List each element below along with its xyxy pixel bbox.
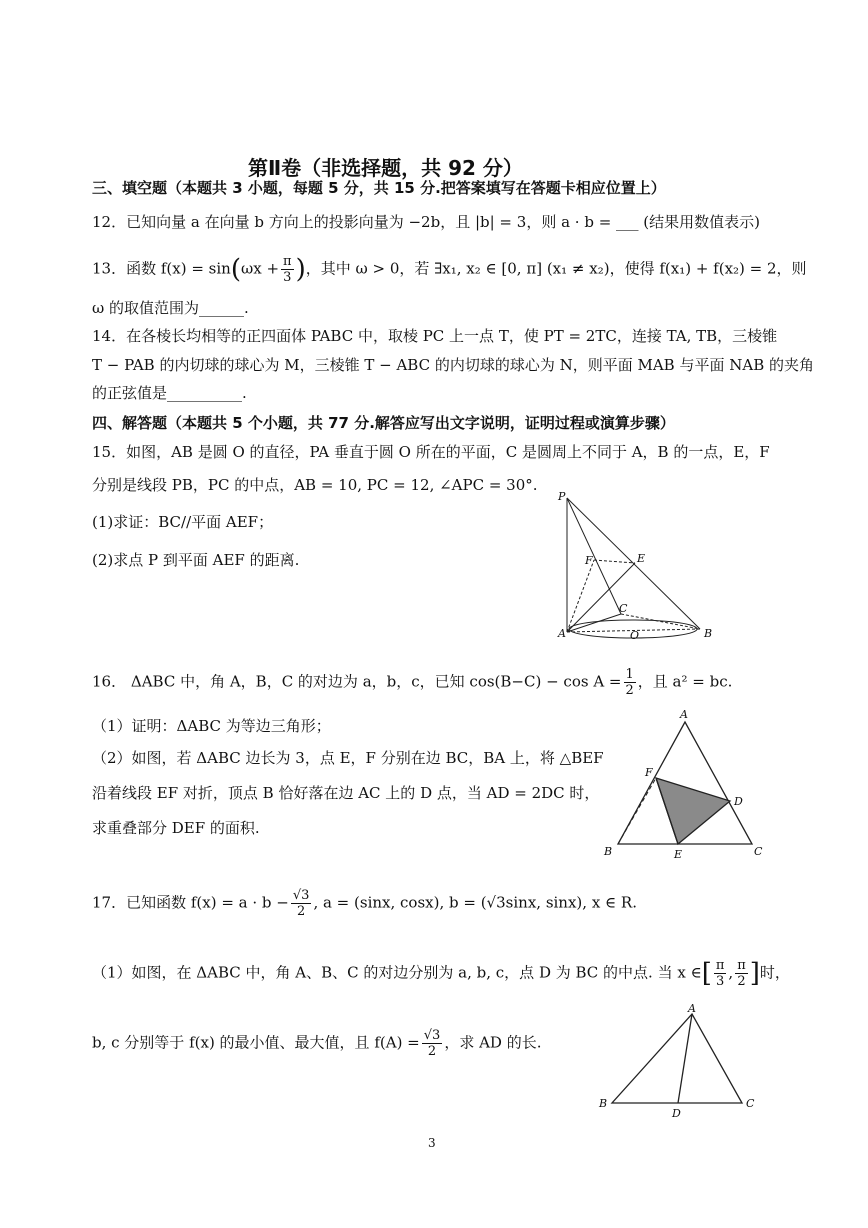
q15-segment-PC bbox=[567, 498, 621, 614]
q17-sub1-text-d: ，求 AD 的长. bbox=[444, 1033, 542, 1052]
q13-fraction: $\frac{\pi}{3}$ bbox=[283, 254, 292, 285]
q17-text-a: 17．已知函数 f(x) = a · b − bbox=[92, 893, 289, 912]
question-13-line2: ω 的取值范围为______. bbox=[92, 299, 249, 317]
q15-segment-AF bbox=[567, 560, 594, 632]
q17-sub1-tail: 时， bbox=[759, 963, 790, 982]
q15-figure bbox=[555, 488, 725, 648]
solve-heading: 四、解答题（本题共 5 个小题，共 77 分.解答应写出文字说明，证明过程或演算步骤） bbox=[92, 414, 675, 432]
question-16-sub2c: 求重叠部分 DEF 的面积. bbox=[92, 819, 260, 837]
question-16-sub2b: 沿着线段 EF 对折，顶点 B 恰好落在边 AC 上的 D 点，当 AD = 2DC 时， bbox=[92, 784, 600, 802]
question-14-line1: 14．在各棱长均相等的正四面体 PABC 中，取棱 PC 上一点 T，使 PT = 2TC，连接 TA, TB，三棱锥 bbox=[92, 327, 778, 345]
question-16-sub2a: （2）如图，若 ΔABC 边长为 3，点 E，F 分别在边 BC，BA 上，将 △BEF bbox=[92, 749, 604, 767]
q15-label-E: E bbox=[637, 552, 646, 565]
question-15-sub2: (2)求点 P 到平面 AEF 的距离. bbox=[92, 551, 300, 569]
q16-text-b: ，且 a² = bc. bbox=[637, 672, 733, 691]
q17-sub1-text-c: b, c 分别等于 f(x) 的最小值、最大值，且 f(A) = bbox=[92, 1033, 420, 1052]
q16-figure bbox=[598, 708, 770, 868]
question-16-sub1: （1）证明：ΔABC 为等边三角形； bbox=[92, 717, 331, 735]
q17-figure bbox=[596, 1000, 766, 1120]
q13-part2: ，其中 ω > 0，若 ∃x₁, x₂ ∈ [0, π] (x₁ ≠ x₂)，使得 f(x₁) + f(x₂) = 2，则 bbox=[305, 259, 807, 278]
q17-sub1-text: （1）如图，在 ΔABC 中，角 A、B、C 的对边分别为 a, b, c，点 D 为 BC 的中点. 当 x ∈ bbox=[92, 963, 702, 982]
q16-label-D: D bbox=[734, 795, 743, 808]
q16-label-B: B bbox=[604, 845, 613, 858]
q17-interval-start: $\frac{\pi}{3}$ bbox=[715, 958, 725, 989]
question-16-line1 bbox=[92, 667, 732, 698]
question-15-line1: 15．如图，AB 是圆 O 的直径，PA 垂直于圆 O 所在的平面，C 是圆周上不同于 A，B 的一点，E，F bbox=[92, 443, 770, 461]
question-17-sub1-line1: （1）如图，在 ΔABC 中，角 A、B、C 的对边分别为 a, b, c，点 D 为 BC 的中点. 当 x ∈[ $\frac{\pi}{3}$ , $\frac{\pi}{2}$ ]时， bbox=[92, 958, 790, 989]
q15-label-O: O bbox=[630, 629, 640, 642]
question-14-line2: T − PAB 的内切球的球心为 M，三棱锥 T − ABC 的内切球的球心为 N，则平面 MAB 与平面 NAB 的夹角 bbox=[92, 356, 814, 374]
q16-text-a: 16． ΔABC 中，角 A，B，C 的对边为 a，b，c，已知 cos(B−C) − cos A = bbox=[92, 672, 622, 691]
q15-label-B: B bbox=[704, 627, 713, 640]
q16-label-A: A bbox=[680, 708, 688, 721]
q17-triangle-ABC bbox=[612, 1014, 742, 1103]
question-13-line1: 13．函数 f(x) = sin(ωx + $\frac{\pi}{3}$ )，其中 ω > 0，若 ∃x₁, x₂ ∈ [0, π] (x₁ ≠ x₂)，使得 f(x₁) + f(x₂) = 2，则 bbox=[92, 254, 807, 285]
q17-label-D: D bbox=[672, 1107, 681, 1120]
q17-label-B: B bbox=[599, 1097, 608, 1110]
q13-part1: 13．函数 f(x) = sin bbox=[92, 259, 231, 278]
fill-in-heading: 三、填空题（本题共 3 小题，每题 5 分，共 15 分.把答案填写在答题卡相应位置上） bbox=[92, 179, 666, 197]
question-14-line3: 的正弦值是__________. bbox=[92, 384, 247, 402]
q15-segment-FE bbox=[594, 560, 635, 563]
q17-interval-end: $\frac{\pi}{2}$ bbox=[737, 958, 746, 989]
q17-label-A: A bbox=[688, 1002, 696, 1015]
q16-fraction: $\frac{1}{2}$ bbox=[625, 667, 634, 698]
section-title: 第Ⅱ卷（非选择题，共 92 分） bbox=[248, 156, 523, 180]
q16-label-F: F bbox=[645, 766, 653, 779]
q17-label-C: C bbox=[746, 1097, 755, 1110]
q15-segment-AC bbox=[567, 614, 621, 632]
q15-label-C: C bbox=[619, 602, 628, 615]
q16-label-C: C bbox=[754, 845, 763, 858]
q17-fraction: $\frac{√3}{2}$ bbox=[292, 888, 310, 919]
q15-label-A: A bbox=[558, 627, 566, 640]
question-17-line1 bbox=[92, 888, 637, 919]
q15-label-P: P bbox=[558, 490, 566, 503]
q13-inner: ωx + bbox=[241, 259, 280, 278]
question-12: 12．已知向量 a 在向量 b 方向上的投影向量为 −2b，且 |b| = 3，则 a · b = ___ (结果用数值表示) bbox=[92, 213, 761, 231]
question-15-sub1: (1)求证：BC//平面 AEF； bbox=[92, 513, 274, 531]
question-15-line2: 分别是线段 PB，PC 的中点，AB = 10, PC = 12, ∠APC = 30°. bbox=[92, 476, 538, 494]
q15-segment-CB bbox=[621, 614, 700, 629]
q15-label-F: F bbox=[585, 554, 593, 567]
q17-fa-fraction: $\frac{√3}{2}$ bbox=[423, 1028, 441, 1059]
question-17-sub1-line2 bbox=[92, 1028, 542, 1059]
q16-label-E: E bbox=[674, 848, 683, 861]
page-number: 3 bbox=[428, 1136, 436, 1150]
q17-text-b: , a = (sinx, cosx), b = (√3sinx, sinx), x ∈ R. bbox=[313, 893, 637, 912]
